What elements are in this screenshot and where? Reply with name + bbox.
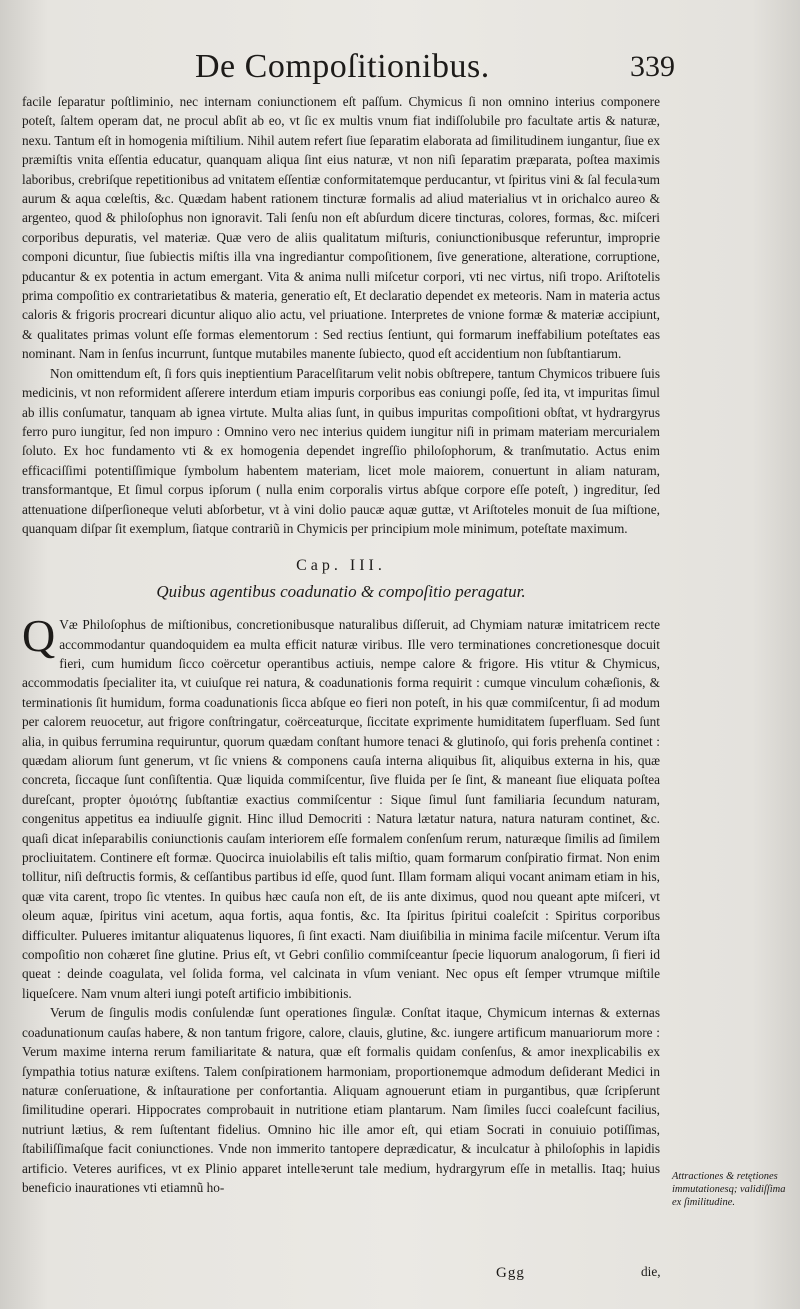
margin-note: Attractiones & retętiones immutationesq; validiſſima ex ſimilitudine. xyxy=(672,1171,786,1208)
running-title: De Compoſitionibus. xyxy=(195,48,490,85)
signature-mark: Ggg xyxy=(496,1265,525,1281)
chapter-subtitle: Quibus agentibus coadunatio & compoſitio peragatur. xyxy=(156,581,526,601)
catchword: die, xyxy=(641,1264,661,1279)
paragraph-3-container xyxy=(22,610,660,1003)
page-header xyxy=(0,48,800,92)
chapter-heading: Cap. III. xyxy=(296,557,386,575)
paragraph-4: Verum de ſingulis modis conſulendæ ſunt operationes ſingulæ. Conſtat itaque, Chymicum internas & externas coadunationum cauſas habere, & non tantum frigore, calore, clauis, glutine, &c. iungere artificum manuariorum more : Verum maxime interna rerum familiaritate & natura, quæ eſt formalis quidam conſenſus, & amor inexplicabilis ex ſympathia totius naturæ exiſtens. Talem conſpirationem harmoniam, proportionemque admodum deſiderant Medici in naturæ conſeruatione, & inſtauratione per confortantia. Aliquam agnouerunt etiam in purgantibus, quæ ſcripſerunt ſimilitudine operari. Hippocrates comprobauit in nutritione etiam plantarum. Nam ſimiles ſucci coaleſcunt facilius, nutriunt lætius, & rem ſuſtentant fidelius. Omnino hic ille amor eſt, qui etiam Socrati in conuiuio potiſſimas, ſtabiliſſimaſque facit coniunctiones. Vnde non immerito tantopere deprædicatur, & inculcatur à philoſophis in lapidis artificio. Veteres aurifices, vt ex Plinio apparet intelleꝛerunt tale medium, hydrargyrum eſſe in metallis. Itaq; huius beneficio inaurationes vti etiamnũ ho- xyxy=(22,1005,660,1195)
paragraph-2: Non omittendum eſt, ſi fors quis ineptientium Paracelſitarum velit nobis obſtrepere, tantum Chymicos tribuere ſuis medicinis, vt non reformident aſſerere interdum etiam impuris corporibus eas coniungi poſſe, ſed ita, vt impuritas ſimul ab illis conſumatur, tanquam ab ignea virtute. Multa alias ſunt, in quibus impuritas compoſitioni obſtat, vt hydrargyrus ferro puro iungitur, ſed non impuro : Omnino vero nec interius quidem iungitur niſi in primam materiam mercurialem ſoluto. Ex hoc fundamento vti & ex homogenia dependet ingreſſio philoſophorum, & tranſmutatio. Actus enim efficaciſſimi potentiſſimique ſymbolum habentem materiam, licet mole maiorem, conuertunt in aliam naturam, transformantque, Et ſimul corpus ipſorum ( nulla enim corporalis virtus abſque corpore eſſe poteſt, ) ingreditur, ſed attenuatione diſperſioneque veluti abſorbetur, vt à vini dolio paucæ aquæ guttæ, vt Ariſtoteles monuit de ſua miſtione, quanquam diſpar ſit exemplum, ſiatque contrariũ in Chymicis per principium mole minimum, poteſtate maximum. xyxy=(22,365,660,536)
page-number: 339 xyxy=(630,50,675,83)
drop-cap-letter: Q xyxy=(22,610,56,662)
paragraph-3: Væ Philoſophus de miſtionibus, concretionibusque naturalibus diſſeruit, ad Chymiam naturæ imitatricem recte accommodantur quandoquidem ea multa efficit naturæ viribus. Ille vero terminationes concretionesque docuit fieri, cum humidum ſicco coërcetur operantibus actiuis, nempe calore & frigore. His vtitur & Chymicus, accommodatis ſpecialiter ita, vt cuiuſque rei natura, & coadunationis forma requirit : cumque vinculum cohæſionis, & terminationis ſit humidum, forma coadunationis ſicca abſque eo fieri non poteſt, in his quæ commiſcentur, ſi ad modum per calorem reuocetur, aut frigore conſtringatur, coërceaturque, ſiccitate exprimente humiditatem ſuperfluam. Sed ſunt alia, in quibus ferrumina requiruntur, quorum quædam conſtant humore tenaci & glutinoſo, qui foris prehenſa continet : quædam aliorum ſunt generum, vt ſic vniens & componens cauſa interna aliquibus ſit, aliquibus externa in his, quæ concreta, ſiccaque ſunt conſiſtentia. Quæ liquida commiſcentur, ſive fluida per ſe ſint, & maneant ſiue eliquata poſtea dureſcant, propter ὁμοιότης ſubſtantiæ exactius commiſcentur : Sique ſimul ſunt familiaria ſecundum naturam, congenitus appetitus ea indiuulſe gignit. Hinc illud Democriti : Natura lætatur natura, natura naturam continet, &c. quaſi dicat inſeparabilis coniunctionis cauſam interiorem eſſe formalem conſenſum rerum, naturæque ſimilis ad ſimilem procliuitatem. Continere eſt formæ. Quocirca inuiolabilis eſt talis miſtio, quam formarum conſpiratio firmat. Non enim tollitur, niſi deſtructis formis, & ceſſantibus partibus id eſſe, quod ſunt. Illam formam aliqui vocant animam etiam in his, quæ vita carent, tropo ſic vtentes. In quibus hæc cauſa non eſt, de iis ante diximus, quod nou queant apte miſceri, vt oleum aquæ, ſpiritus vini acetum, aqua fortis, aqua fontis, &c. Ita ſpiritus ſpiritui coaleſcit : Spiritus corporibus difficulter. Pulueres imitantur aliquatenus liquores, ſi ſint exacti. Nam diuiſibilia in minima facile miſcentur. Verum iſta compoſitio non cohæret ſine glutine. Prius eſt, vt Gebri conſilio commiſceantur ſpecie liquorum analogorum, ſi fieri id queat : deinde coagulata, vel ſolida forma, vel calcinata in vſum veniant. Nec opus eſt ſemper vtrumque miſtile liqueſcere. Nam vnum alteri iungi poteſt artificio imbibitionis. xyxy=(22,617,660,1001)
paragraph-1: facile ſeparatur poſtliminio, nec internam coniunctionem eſt paſſum. Chymicus ſi non omnino interius componere poteſt, ſaltem operam dat, ne procul abſit ab eo, vt ſic ex multis vnum fiat indiſſolubile pro facultate artis & naturæ, nexu. Tantum eſt in homogenia miſtilium. Nihil autem refert ſiue ſeparatim elaborata ad ſimilitudinem iungantur, ſiue ex præmiſtis vnita eſſentia educatur, quanquam aliqua ſint eius naturæ, vt non niſi ſeparatim præparata, poſtea maximis laboribus, crebriſque repetitionibus ad vnitatem eſſentiæ conformitatemque perducantur, vt ſpiritus vini & ſal feculaꝛum aurum & aqua cœleſtis, &c. Quædam habent rationem tincturæ formalis ad aliud materialius vt in orichalco aureo & argenteo, quod & philoſophus non ignoravit. Tali ſenſu non eſt abſurdum dicere tincturas, colores, formas, &c. miſceri corporibus depuratis, vel materiæ. Quæ vero de aliis qualitatum miſturis, coniunctionibusque referuntur, improprie componi dicuntur, ſiue ſubiectis miſtis illa vna ingrediantur compoſitionem, ſive generatione, alteratione, corruptione, pducantur & ex potentia in actum emergant. Vita & anima nulli miſcetur corpori, vti nec virtus, niſi tropo. Ariſtotelis prima compoſitio ex contrarietatibus & materia, generatio eſt, Et declaratio dependet ex meteoris. Nam in materia actus caloris & frigoris procreari dicuntur aliquo alio actu, vel priuatione. Interpretes de vnione formæ & materiæ accipiunt, & qualitates primas volunt eſſe formas elementorum : Sed rectius ſentiunt, qui formarum ineffabilium poteſtates eas nominant. Nam in ſenſus incurrunt, ſuntque mutabiles manente ſubiecto, quod eſt accidentium non ſubſtantiarum. xyxy=(22,94,660,362)
main-text-block xyxy=(22,92,660,1197)
